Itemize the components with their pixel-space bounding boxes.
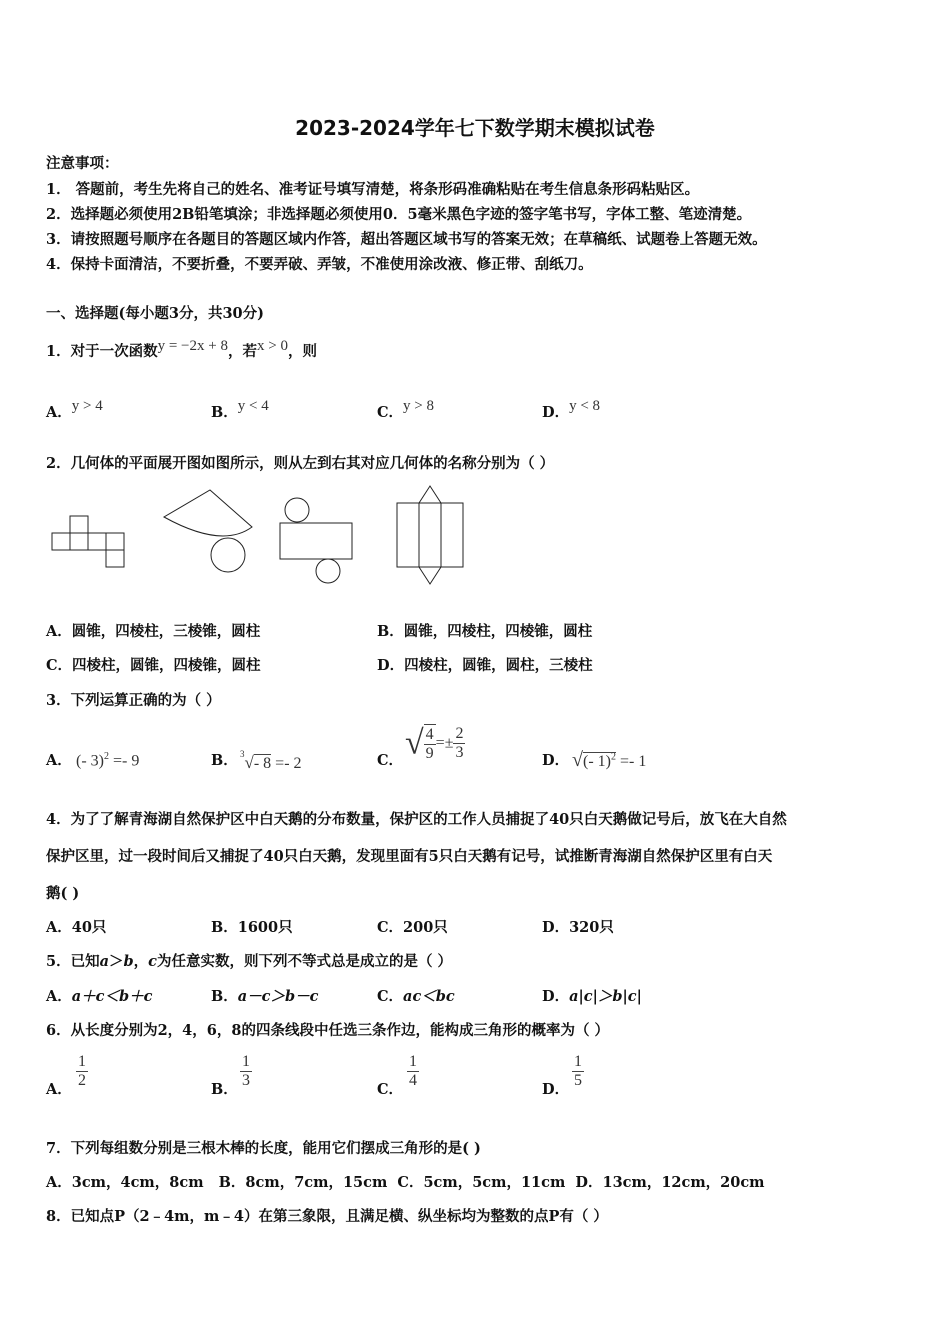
greater-than: ＞ [109,953,124,970]
q4-option-d: D．320只 [542,919,614,936]
q4-option-c: C．200只 [377,919,448,936]
expr-exponent: 2 [103,751,109,762]
q5-prefix: 5．已知 [46,953,100,970]
q3-option-d-label: D． [542,752,570,769]
q1-condition: x > 0 [256,338,288,354]
denominator: 4 [409,1072,417,1089]
question-8: 8．已知点P（2﹣4m，m﹣4）在第三象限，且满足横、纵坐标均为整数的点P有（ ） [46,1208,608,1225]
question-4-line: 4．为了了解青海湖自然保护区中白天鹅的分布数量，保护区的工作人员捕捉了40只白天鹅做记号后，放飞在大自然 [46,811,787,828]
q4-option-b: B．1600只 [211,919,293,936]
q3-option-c-label: C． [377,752,404,769]
q5-option-b [211,985,318,1006]
q1-expression: y = −2x + 8 [157,338,228,354]
q5-option-c [377,985,455,1006]
q1-option-b [211,398,269,422]
numerator: 2 [455,725,464,742]
fraction [76,1053,88,1090]
q3-option-b-label: B． [211,752,238,769]
question-2: 2．几何体的平面展开图如图所示，则从左到右其对应几何体的名称分别为（ ） [46,455,555,472]
q1-option-a [46,398,103,422]
denominator: 9 [425,745,434,762]
numerator: 4 [425,726,434,743]
fraction [424,724,436,763]
q6-option-a [76,1053,88,1090]
q5-option-d [542,985,642,1006]
denominator: 5 [574,1072,582,1089]
denominator: 3 [242,1072,250,1089]
expr-rest: =- 9 [108,752,140,770]
comma: ， [133,953,149,970]
q1-option-d [542,398,601,422]
q4-option-a: A．40只 [46,919,107,936]
radical-sign: √ [572,749,583,771]
equals-plus-minus: =± [435,734,454,752]
fraction [453,725,465,762]
q1-mid: ，若 [227,343,257,360]
q6-option-b [240,1053,252,1090]
question-4-line: 鹅( ) [46,885,80,902]
option-expression: a|c|＞b|c| [569,988,642,1005]
numerator: 1 [78,1053,86,1070]
q6-option-d [572,1053,584,1090]
question-7: 7．下列每组数分别是三根木棒的长度，能用它们摆成三角形的是( ) [46,1140,481,1157]
prism-net-figure [390,483,470,587]
q3-option-b [240,748,302,773]
page-title: 2023-2024学年七下数学期末模拟试卷 [295,116,655,140]
notice-item: 2．选择题必须使用2B铅笔填涂；非选择题必须使用0．5毫米黑色字迹的签字笔书写，字体工整、笔迹清楚。 [46,206,752,223]
section-heading: 一、选择题(每小题3分，共30分) [46,305,264,322]
var-a: a [99,953,109,970]
option-label: C． [377,988,404,1005]
option-expression: y > 4 [71,398,103,414]
q2-option-a: A．圆锥，四棱柱，三棱锥，圆柱 [46,623,261,640]
radicand-exponent: 2 [610,751,616,763]
q3-option-d [572,749,646,772]
q6-option-c-label: C． [377,1081,404,1098]
q2-option-d: D．四棱柱，圆锥，圆柱，三棱柱 [377,657,593,674]
q6-option-c [407,1053,419,1090]
question-1 [46,340,317,361]
q3-option-c [405,724,465,763]
notice-heading: 注意事项： [46,155,119,172]
option-expression: y > 8 [403,398,435,414]
fraction [240,1053,252,1090]
expr-rest: =- 1 [615,753,647,770]
numerator: 1 [574,1053,582,1070]
q2-option-c: C．四棱柱，圆锥，四棱锥，圆柱 [46,657,261,674]
numerator: 1 [242,1053,250,1070]
option-expression: y < 4 [237,398,269,414]
notice-item: 3．请按照题号顺序在各题目的答题区域内作答，超出答题区域书写的答案无效；在草稿纸、试题卷上答题无效。 [46,231,767,248]
option-expression: a＋c＜b＋c [71,988,153,1005]
option-label: B． [211,988,238,1005]
notice-item: 4．保持卡面清洁，不要折叠，不要弄破、弄皱，不准使用涂改液、修正带、刮纸刀。 [46,256,593,273]
q6-option-a-label: A． [46,1081,72,1098]
option-label: A． [46,988,72,1005]
denominator: 2 [78,1072,86,1089]
cone-net-figure [160,487,255,577]
q6-option-b-label: B． [211,1081,238,1098]
option-label: B． [211,404,238,421]
radicand-base: (- 1) [582,753,611,770]
cylinder-net-figure [275,494,357,586]
fraction [572,1053,584,1090]
q6-option-d-label: D． [542,1081,570,1098]
q5-option-a [46,985,152,1006]
question-6: 6．从长度分别为2，4，6，8的四条线段中任选三条作边，能构成三角形的概率为（ ） [46,1022,609,1039]
expr-base: (- 3) [76,752,104,770]
option-label: D． [542,988,570,1005]
option-expression: a－c＞b－c [237,988,319,1005]
q1-option-c [377,398,435,422]
numerator: 1 [409,1053,417,1070]
question-5 [46,950,452,971]
q7-options: A．3cm，4cm，8cm B．8cm，7cm，15cm C．5cm，5cm，11cm D．13cm，12cm，20cm [46,1174,765,1191]
radicand: - 8 [253,755,272,772]
q2-option-b: B．圆锥，四棱柱，四棱锥，圆柱 [377,623,593,640]
option-label: A． [46,404,72,421]
root-index: 3 [240,748,245,759]
cube-net-figure [50,514,130,570]
radicand [583,752,616,770]
question-3: 3．下列运算正确的为（ ） [46,692,221,709]
var-c: c [148,953,157,970]
option-label: C． [377,404,404,421]
denominator: 3 [455,744,464,761]
radical-sign: √ [244,753,254,772]
q3-option-a-label: A． [46,752,72,769]
option-expression: ac＜bc [403,988,455,1005]
notice-item: 1． 答题前，考生先将自己的姓名、准考证号填写清楚，将条形码准确粘贴在考生信息条形码粘贴区。 [46,181,700,198]
question-4-line: 保护区里，过一段时间后又捕捉了40只白天鹅，发现里面有5只白天鹅有记号，试推断青海湖自然保护区里有白天 [46,848,773,865]
fraction [407,1053,419,1090]
option-label: D． [542,404,570,421]
q5-suffix: 为任意实数，则下列不等式总是成立的是（ ） [156,953,453,970]
var-b: b [123,953,134,970]
option-expression: y < 8 [569,398,601,414]
expr-rest: =- 2 [271,755,302,772]
q3-option-a [76,751,139,770]
q1-prefix: 1．对于一次函数 [46,343,158,360]
radical-sign: √ [405,724,424,762]
q1-suffix: ，则 [287,343,317,360]
